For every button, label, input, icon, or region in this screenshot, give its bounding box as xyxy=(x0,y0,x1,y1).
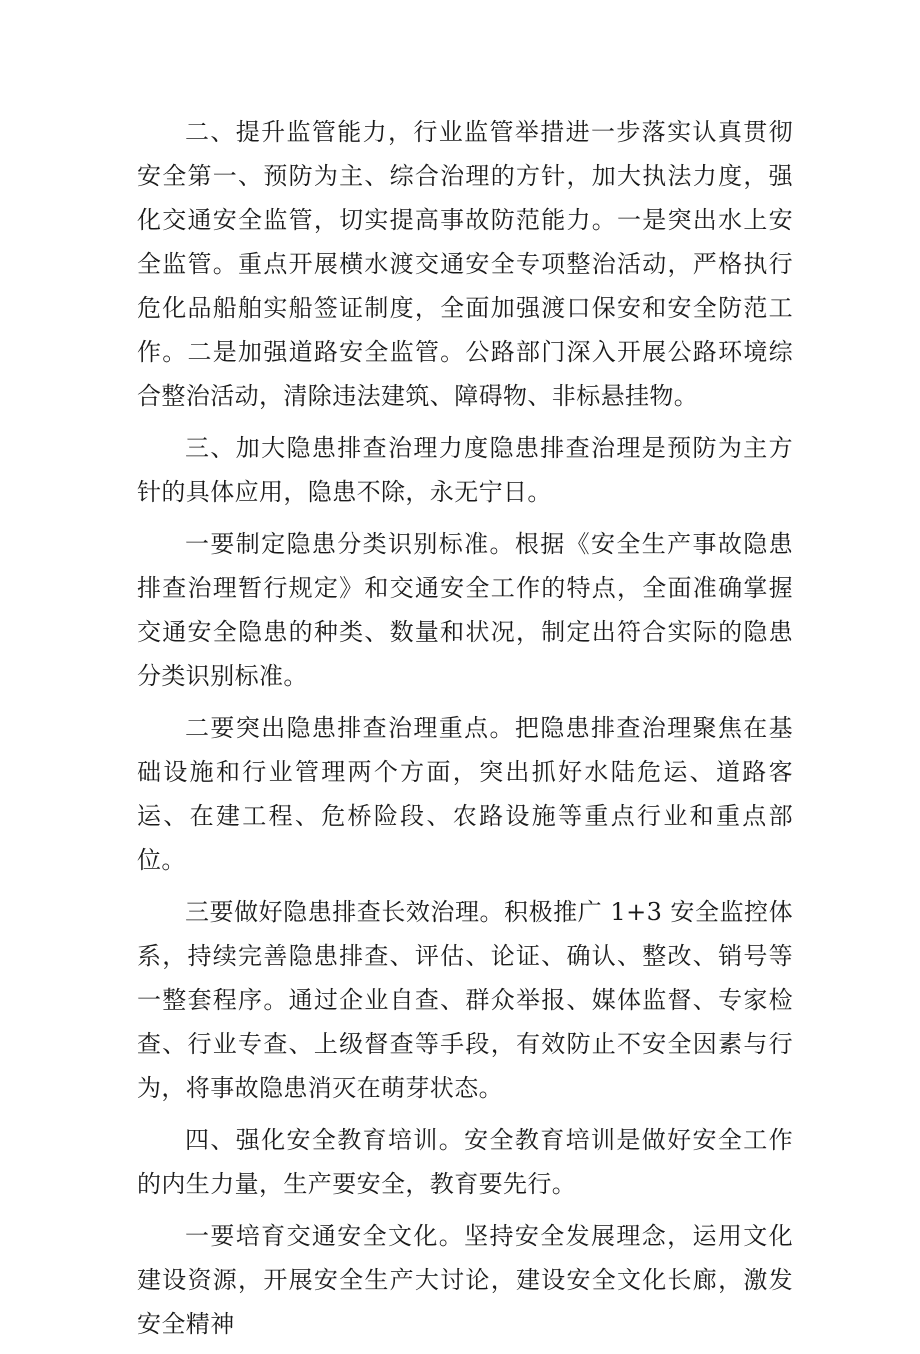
paragraph-hazard-investigation: 三、加大隐患排查治理力度隐患排查治理是预防为主方针的具体应用，隐患不除，永无宁日。 xyxy=(137,434,793,506)
paragraph-safety-education: 四、强化安全教育培训。安全教育培训是做好安全工作的内生力量，生产要安全，教育要先行。 xyxy=(137,1126,793,1198)
paragraph-supervision: 二、提升监管能力，行业监管举措进一步落实认真贯彻安全第一、预防为主、综合治理的方针，加大执法力度，强化交通安全监管，切实提高事故防范能力。一是突出水上安全监管。重点开展横水渡交通安全专项整治活动，严格执行危化品船舶实船签证制度，全面加强渡口保安和安全防范工作。二是加强道路安全监管。公路部门深入开展公路环境综合整治活动，清除违法建筑、障碍物、非标悬挂物。 xyxy=(137,118,793,410)
paragraph-classification-standard: 一要制定隐患分类识别标准。根据《安全生产事故隐患排查治理暂行规定》和交通安全工作的特点，全面准确掌握交通安全隐患的种类、数量和状况，制定出符合实际的隐患分类识别标准。 xyxy=(137,530,793,690)
paragraph-long-term-governance: 三要做好隐患排查长效治理。积极推广 1+3 安全监控体系，持续完善隐患排查、评估、论证、确认、整改、销号等一整套程序。通过企业自查、群众举报、媒体监督、专家检查、行业专查、上级督查等手段，有效防止不安全因素与行为，将事故隐患消灭在萌芽状态。 xyxy=(137,898,793,1102)
paragraph-key-points: 二要突出隐患排查治理重点。把隐患排查治理聚焦在基础设施和行业管理两个方面，突出抓好水陆危运、道路客运、在建工程、危桥险段、农路设施等重点行业和重点部位。 xyxy=(137,714,793,874)
document-body xyxy=(137,110,793,1354)
paragraph-safety-culture: 一要培育交通安全文化。坚持安全发展理念，运用文化建设资源，开展安全生产大讨论，建设安全文化长廊，激发安全精神 xyxy=(137,1222,793,1338)
